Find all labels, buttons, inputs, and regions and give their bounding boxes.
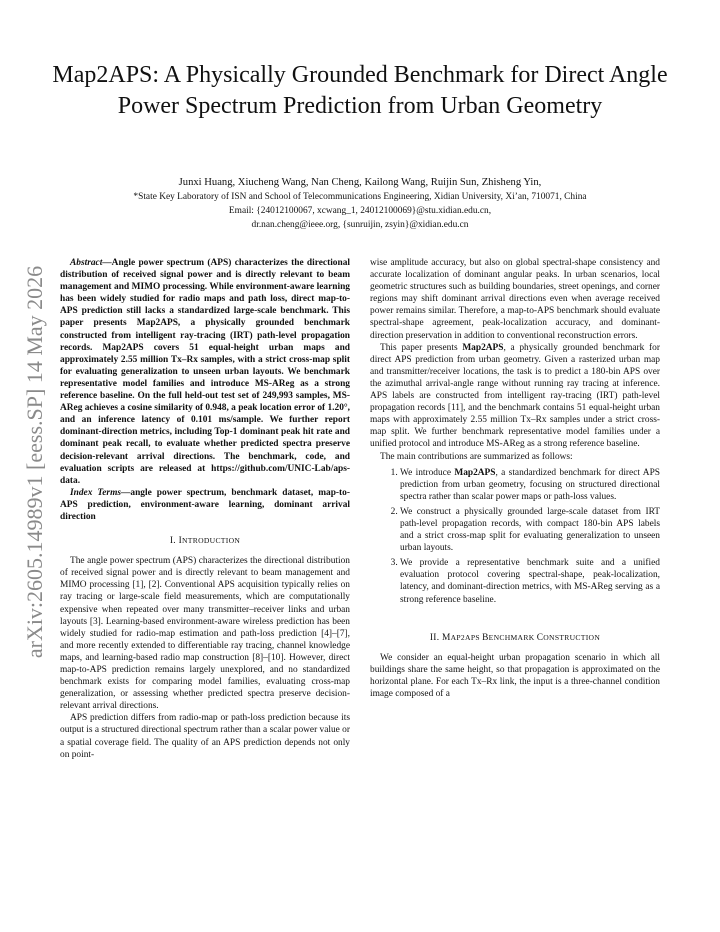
left-column xyxy=(60,257,350,761)
section-heading-introduction: I. INTRODUCTION xyxy=(169,536,241,547)
benchmark-paragraph-1: We consider an equal-height urban propagation scenario in which all buildings share the same height, so that propagation is approximated on the horizontal plane. For each Tx–Rx link, the input is a three-channel condition image composed of a xyxy=(370,652,660,699)
contribution-item: 1. We introduce Map2APS, a standardized benchmark for direct APS prediction from urban geometry, focusing on structured directional spectra rather than scalar power maps or path-loss values. xyxy=(400,467,660,503)
intro-paragraph-4: The main contributions are summarized as follows: xyxy=(380,451,573,462)
contribution-list xyxy=(370,467,660,606)
benchmark-name: Map2APS xyxy=(462,342,504,353)
right-column xyxy=(370,257,660,700)
email-line-2: dr.nan.cheng@ieee.org, {sunruijin, zsyin}@xidian.edu.cn xyxy=(251,220,469,230)
intro-paragraph-3: This paper presents Map2APS, a physically grounded benchmark for direct APS prediction from urban geometry. Given a rasterized urban map and transmitter/receiver locations, the task is to predict a 180-bin APS over the azimuthal arrival-angle range without running ray tracing at inference. APS labels are constructed from intelligent ray-tracing (IRT) path-level propagation records [11], and the benchmark contains 51 equal-height urban maps with approximately 2.55 million Tx–Rx samples under a strict cross-map split. We further benchmark representative model families under a unified protocol and introduce MS-AReg as a strong reference baseline. xyxy=(370,342,660,450)
intro-paragraph-1: The angle power spectrum (APS) characterizes the directional distribution of received signal power and is directly relevant to beam management and MIMO processing [1], [2]. Conventional APS acquisition typically relies on ray tracing or large-scale field measurements, which are computationally expensive when repeated over many transmitter–receiver links and urban layouts [3]. Learning-based environment-aware wireless prediction has been widely studied for radio-map estimation and path-loss prediction [4]–[7], and more recently extended to differentiable ray tracing, channel knowledge maps, and learning-based radio map construction [8]–[10]. However, direct map-to-APS prediction remains largely unexplored, and no standardized benchmark exists for comparing model families, evaluating cross-map generalization, or assessing whether predicted spectra preserve decision-relevant arrival directions. xyxy=(60,556,350,712)
intro-paragraph-2-continued: wise amplitude accuracy, but also on global spectral-shape consistency and accurate localization of dominant angular peaks. In urban scenarios, local geometric structures such as building boundaries, street openings, and corner regions may shift dominant arrival directions even when average received power remains similar. Therefore, a map-to-APS benchmark should evaluate spectral-shape agreement, peak-localization accuracy, and dominant-direction preservation in addition to conventional reconstruction errors. xyxy=(370,258,660,341)
abstract xyxy=(60,257,350,487)
paper-title: Map2APS: A Physically Grounded Benchmark for Direct Angle Power Spectrum Prediction from Urban Geometry xyxy=(52,62,668,119)
index-terms-label: Index Terms xyxy=(70,487,122,498)
index-terms xyxy=(60,487,350,523)
abstract-text: —Angle power spectrum (APS) characterizes the directional distribution of received signal power and is directly relevant to beam management and MIMO processing. While environment-aware learning has been widely studied for radio maps and path loss, direct map-to-APS prediction still lacks a standardized large-scale benchmark. This paper presents Map2APS, a physically grounded benchmark constructed from intelligent ray-tracing (IRT) path-level propagation records. Map2APS covers 51 equal-height urban maps and approximately 2.55 million Tx–Rx samples, with a strict cross-map split for evaluating generalization to unseen urban layouts. We benchmark representative model families and introduce MS-AReg as a strong reference baseline. On the full held-out test set of 249,993 samples, MS-AReg achieves a cosine similarity of 0.948, a peak location error of 1.20°, and an inference latency of 0.101 ms/sample. We further report dominant-direction metrics, including Top-1 dominant peak hit rate and dominant peak recall, to evaluate whether predicted spectra preserve decision-relevant arrival directions. The benchmark, code, and evaluation scripts are released at https://github.com/UNIC-Lab/aps-data. xyxy=(60,258,350,486)
arxiv-stamp: arXiv:2605.14989v1 [eess.SP] 14 May 2026 xyxy=(22,265,47,659)
section-heading-benchmark-construction: II. MAP2APS BENCHMARK CONSTRUCTION xyxy=(429,632,601,643)
affiliation: *State Key Laboratory of ISN and School of Telecommunications Engineering, Xidian University, Xi’an, 710071, China xyxy=(133,192,587,202)
email-line-1: Email: {24012100067, xcwang_1, 24012100069}@stu.xidian.edu.cn, xyxy=(228,206,492,216)
intro-paragraph-2: APS prediction differs from radio-map or path-loss prediction because its output is a structured directional spectrum rather than a scalar power value or a spatial coverage field. The quality of an APS prediction depends not only on point- xyxy=(60,713,350,760)
author-list: Junxi Huang, Xiucheng Wang, Nan Cheng, Kailong Wang, Ruijin Sun, Zhisheng Yin, xyxy=(178,177,542,188)
contribution-item: 2. We construct a physically grounded large-scale dataset from IRT path-level propagation records, with compact 180-bin APS labels and a strict cross-map split for evaluating generalization to unseen urban layouts. xyxy=(400,506,660,554)
index-terms-text: —angle power spectrum, benchmark dataset, map-to-APS prediction, environment-aware learning, dominant arrival direction xyxy=(60,487,350,522)
abstract-label: Abstract xyxy=(70,258,103,268)
contribution-item: 3. We provide a representative benchmark suite and a unified evaluation protocol covering spectral-shape, peak-localization, latency, and dominant-direction metrics, with MS-AReg serving as a strong reference baseline. xyxy=(400,557,660,605)
